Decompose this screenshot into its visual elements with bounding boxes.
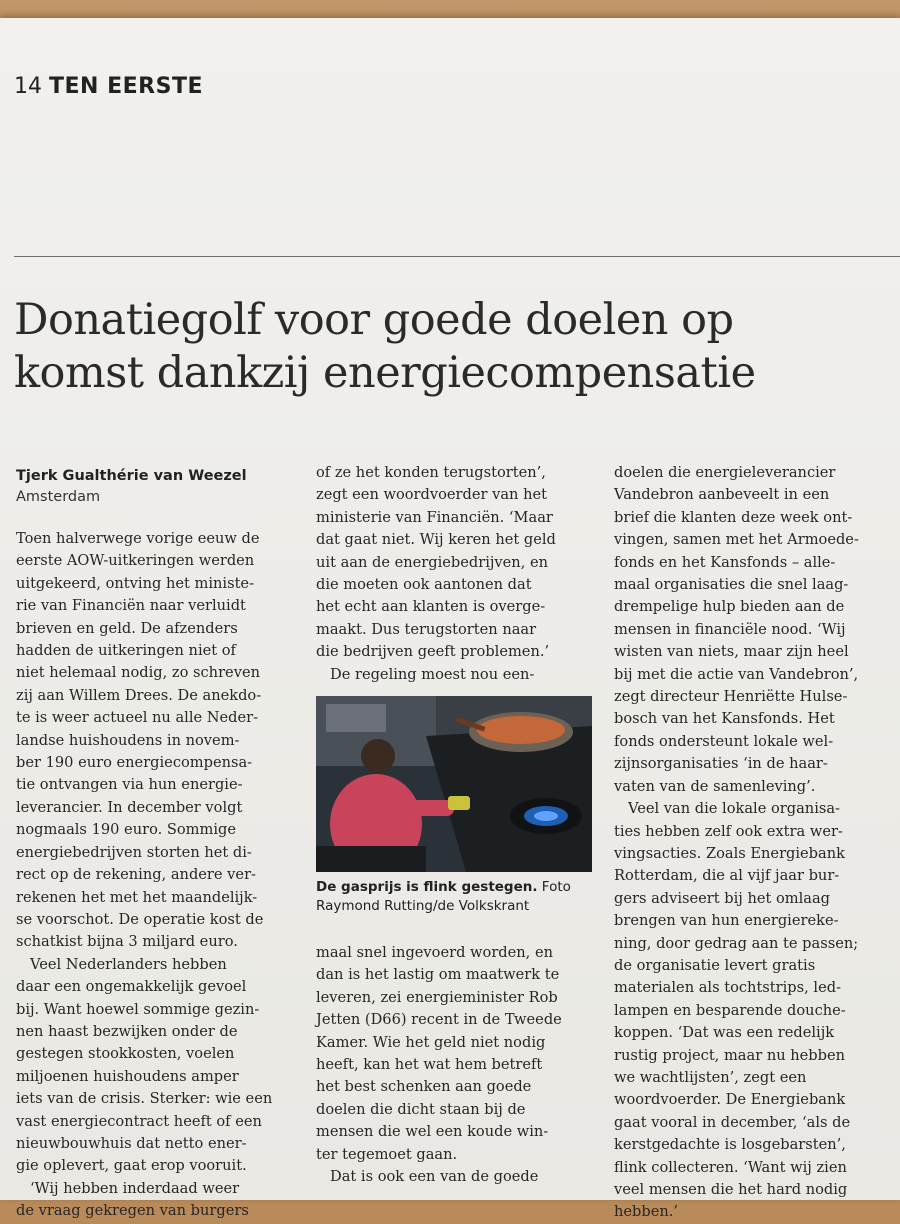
- text-line: koppen. ‘Dat was een redelijk: [614, 1024, 835, 1042]
- text-line: De regeling moest nou een-: [330, 665, 535, 683]
- text-line: daar een ongemakkelijk gevoel: [16, 978, 247, 996]
- text-line: se voorschot. De operatie kost de: [16, 910, 264, 928]
- text-line: gers adviseert bij het omlaag: [614, 889, 831, 907]
- text-line: de vraag gekregen van burgers: [16, 1202, 249, 1220]
- text-line: of ze het konden terugstorten’,: [316, 464, 546, 481]
- text-line: rect op de rekening, andere ver-: [16, 866, 256, 884]
- text-line: gaat vooral in december, ‘als de: [614, 1113, 851, 1131]
- caption-credit: Raymond Rutting/de Volkskrant: [316, 898, 530, 914]
- text-line: we wachtlijsten’, zegt een: [614, 1068, 807, 1086]
- text-line: doelen die dicht staan bij de: [316, 1100, 526, 1118]
- text-line: Rotterdam, die al vijf jaar bur-: [614, 867, 840, 885]
- text-line: dan is het lastig om maatwerk te: [316, 966, 560, 984]
- text-line: leverancier. In december volgt: [16, 798, 243, 816]
- text-line: uit aan de energiebedrijven, en: [316, 553, 549, 571]
- text-line: te is weer actueel nu alle Neder-: [16, 709, 259, 727]
- byline-location: Amsterdam: [16, 489, 101, 505]
- text-line: rie van Financiën naar verluidt: [16, 597, 246, 615]
- text-line: Vandebron aanbeveelt in een: [614, 486, 830, 504]
- text-line: wisten van niets, maar zijn heel: [614, 643, 849, 661]
- article-column-2-top: [316, 462, 596, 686]
- text-line: het echt aan klanten is overge-: [316, 598, 546, 616]
- text-line: Toen halverwege vorige eeuw de: [16, 530, 260, 547]
- text-line: lampen en besparende douche-: [614, 1001, 846, 1019]
- article-column-1: [16, 528, 296, 1223]
- text-line: Kamer. Wie het geld niet nodig: [316, 1033, 546, 1051]
- section-name: TEN EERSTE: [49, 74, 203, 99]
- text-line: nen haast bezwijken onder de: [16, 1022, 238, 1040]
- text-line: zegt directeur Henriëtte Hulse-: [614, 688, 848, 706]
- text-line: brengen van hun energiereke-: [614, 912, 839, 930]
- text-line: fonds ondersteunt lokale wel-: [614, 732, 834, 750]
- text-line: ber 190 euro energiecompensa-: [16, 754, 253, 772]
- text-line: bosch van het Kansfonds. Het: [614, 710, 835, 728]
- text-line: uitgekeerd, ontving het ministe-: [16, 574, 254, 592]
- text-line: eerste AOW-uitkeringen werden: [16, 552, 255, 570]
- photo-caption: [316, 878, 596, 916]
- text-line: ministerie van Financiën. ‘Maar: [316, 508, 553, 526]
- text-line: ‘Wij hebben inderdaad weer: [30, 1179, 240, 1197]
- text-line: mensen in financiële nood. ‘Wij: [614, 620, 846, 638]
- text-line: maakt. Dus terugstorten naar: [316, 620, 537, 638]
- text-line: fonds en het Kansfonds – alle-: [614, 553, 836, 571]
- text-line: vingsacties. Zoals Energiebank: [614, 844, 845, 862]
- text-line: schatkist bijna 3 miljard euro.: [16, 933, 238, 951]
- text-line: woordvoerder. De Energiebank: [614, 1091, 846, 1109]
- text-line: ties hebben zelf ook extra wer-: [614, 822, 843, 840]
- text-line: zijnsorganisaties ‘in de haar-: [614, 755, 828, 773]
- text-line: rekenen het met het maandelijk-: [16, 888, 258, 906]
- text-line: veel mensen die het hard nodig: [614, 1181, 848, 1198]
- article-column-3: [614, 462, 898, 1224]
- text-line: bij. Want hoewel sommige gezin-: [16, 1000, 260, 1018]
- text-line: gie oplevert, gaat erop vooruit.: [16, 1157, 247, 1175]
- text-line: vaten van de samenleving’.: [614, 777, 816, 795]
- text-line: energiebedrijven storten het di-: [16, 843, 252, 861]
- text-line: leveren, zei energieminister Rob: [316, 988, 558, 1006]
- text-line: brief die klanten deze week ont-: [614, 508, 853, 526]
- caption-credit-label: Foto: [541, 879, 571, 895]
- kitchen-stove-photo: [316, 696, 592, 872]
- section-divider: [14, 256, 900, 257]
- text-line: miljoenen huishoudens amper: [16, 1067, 239, 1085]
- text-line: drempelige hulp bieden aan de: [614, 598, 845, 616]
- text-line: die bedrijven geeft problemen.’: [316, 643, 550, 661]
- text-line: tie ontvangen via hun energie-: [16, 776, 243, 794]
- text-line: hadden de uitkeringen niet of: [16, 642, 236, 660]
- text-line: hebben.’: [614, 1203, 679, 1221]
- article-photo: [316, 696, 592, 872]
- text-line: landse huishoudens in novem-: [16, 731, 240, 749]
- text-line: het best schenken aan goede: [316, 1078, 532, 1096]
- article-column-2-bottom: [316, 942, 596, 1188]
- text-line: nogmaals 190 euro. Sommige: [16, 821, 236, 839]
- text-line: materialen als tochtstrips, led-: [614, 979, 841, 997]
- article-headline: [14, 294, 884, 400]
- text-line: flink collecteren. ‘Want wij zien: [614, 1158, 847, 1176]
- text-line: Veel van die lokale organisa-: [628, 800, 840, 818]
- section-header: [14, 74, 203, 99]
- text-line: brieven en geld. De afzenders: [16, 619, 238, 637]
- text-line: zegt een woordvoerder van het: [316, 486, 547, 504]
- text-line: zij aan Willem Drees. De anekdo-: [16, 686, 262, 704]
- text-line: niet helemaal nodig, zo schreven: [16, 664, 260, 682]
- text-line: ning, door gedrag aan te passen;: [614, 934, 859, 952]
- text-line: de organisatie levert gratis: [614, 956, 816, 974]
- text-line: mensen die wel een koude win-: [316, 1123, 549, 1141]
- text-line: kerstgedachte is losgebarsten’,: [614, 1136, 846, 1154]
- text-line: Jetten (D66) recent in de Tweede: [316, 1011, 562, 1029]
- text-line: doelen die energieleverancier: [614, 464, 836, 481]
- text-line: Veel Nederlanders hebben: [30, 955, 227, 973]
- page-number: 14: [14, 74, 42, 99]
- text-line: ter tegemoet gaan.: [316, 1145, 458, 1163]
- text-line: die moeten ook aantonen dat: [316, 576, 532, 594]
- headline-line-2: komst dankzij energiecompensatie: [14, 348, 756, 398]
- caption-text: De gasprijs is flink gestegen.: [316, 879, 538, 895]
- text-line: rustig project, maar nu hebben: [614, 1046, 846, 1064]
- text-line: gestegen stookkosten, voelen: [16, 1045, 235, 1063]
- text-line: maal organisaties die snel laag-: [614, 576, 849, 594]
- text-line: heeft, kan het wat hem betreft: [316, 1056, 543, 1074]
- text-line: iets van de crisis. Sterker: wie een: [16, 1090, 273, 1108]
- text-line: dat gaat niet. Wij keren het geld: [316, 531, 556, 549]
- text-line: vingen, samen met het Armoede-: [614, 531, 859, 549]
- text-line: vast energiecontract heeft of een: [16, 1112, 262, 1130]
- text-line: bij met die actie van Vandebron’,: [614, 665, 859, 683]
- byline-author: Tjerk Gualthérie van Weezel: [16, 468, 247, 484]
- headline-line-1: Donatiegolf voor goede doelen op: [14, 295, 734, 345]
- text-line: Dat is ook een van de goede: [330, 1168, 539, 1186]
- text-line: nieuwbouwhuis dat netto ener-: [16, 1134, 247, 1152]
- text-line: maal snel ingevoerd worden, en: [316, 944, 553, 961]
